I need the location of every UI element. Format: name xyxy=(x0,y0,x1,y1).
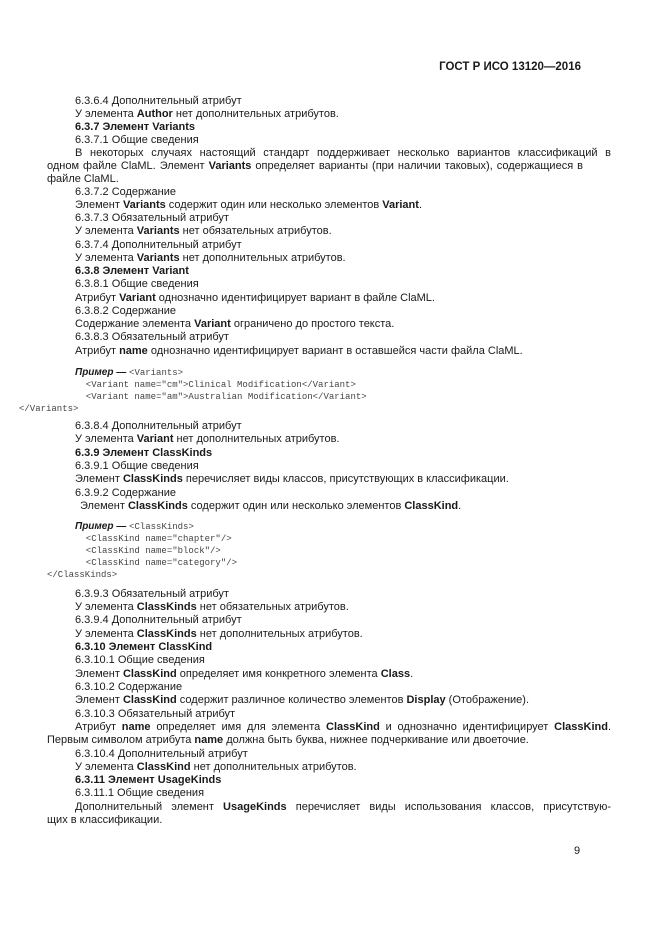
text-line: 6.3.10.3 Обязательный атрибут xyxy=(75,708,236,720)
example-code-line: <ClassKind name="chapter"/> xyxy=(75,534,232,544)
text-line: Атрибут Variant однозначно идентифицирует вариант в файле ClaML. xyxy=(75,292,435,304)
example-close-line: </Variants> xyxy=(19,404,79,414)
text-line: Содержание элемента Variant ограничено до простого текста. xyxy=(75,318,395,330)
text-line: У элемента ClassKinds нет обязательных атрибутов. xyxy=(75,601,349,613)
example-code-line: <Variant name="cm">Clinical Modification</Variant> xyxy=(75,380,356,390)
text-line: У элемента Variants нет дополнительных атрибутов. xyxy=(75,252,346,264)
text-line: 6.3.8 Элемент Variant xyxy=(75,265,189,277)
example-label: Пример — xyxy=(75,521,130,532)
text-line: файле ClaML. xyxy=(47,173,119,185)
text-line: 6.3.10.1 Общие сведения xyxy=(75,654,205,666)
example-code-line: <ClassKind name="category"/> xyxy=(75,558,238,568)
text-line: 6.3.10.4 Дополнительный атрибут xyxy=(75,748,248,760)
text-line: В некоторых случаях настоящий стандарт поддерживает несколько вариантов классификаций в xyxy=(75,147,611,159)
text-line: 6.3.9.2 Содержание xyxy=(75,487,176,499)
text-line: 6.3.7 Элемент Variants xyxy=(75,121,196,133)
text-line: Атрибут name однозначно идентифицирует вариант в оставшейся части файла ClaML. xyxy=(75,345,523,357)
text-line: Элемент ClassKinds перечисляет виды классов, присутствующих в классификации. xyxy=(75,473,509,485)
text-line: Элемент Variants содержит один или несколько элементов Variant. xyxy=(75,199,422,211)
text-line: Элемент ClassKind содержит различное количество элементов Display (Отображение). xyxy=(75,694,530,706)
example-close-line: </ClassKinds> xyxy=(47,570,118,580)
text-line: Элемент ClassKind определяет имя конкретного элемента Class. xyxy=(75,668,414,680)
text-line: Дополнительный элемент UsageKinds перечисляет виды использования классов, присутствую- xyxy=(75,801,611,813)
text-line: 6.3.8.3 Обязательный атрибут xyxy=(75,331,229,343)
text-line: 6.3.7.2 Содержание xyxy=(75,186,176,198)
text-line: 6.3.8.2 Содержание xyxy=(75,305,176,317)
example-first-line xyxy=(75,367,183,379)
text-line: Элемент ClassKinds содержит один или несколько элементов ClassKind. xyxy=(80,500,462,512)
example-code-line: <ClassKind name="block"/> xyxy=(75,546,221,556)
text-line: У элемента Variants нет обязательных атрибутов. xyxy=(75,225,332,237)
example-code-text: <Variants> xyxy=(129,368,184,378)
text-line: одном файле ClaML. Элемент Variants определяет варианты (при наличии таковых), содержащиеся в xyxy=(47,160,583,172)
text-line: У элемента ClassKind нет дополнительных атрибутов. xyxy=(75,761,357,773)
text-line: У элемента Author нет дополнительных атрибутов. xyxy=(75,108,339,120)
text-line: У элемента Variant нет дополнительных атрибутов. xyxy=(75,433,340,445)
text-line: 6.3.9.4 Дополнительный атрибут xyxy=(75,614,242,626)
text-line: 6.3.10 Элемент ClassKind xyxy=(75,641,213,653)
text-line: У элемента ClassKinds нет дополнительных атрибутов. xyxy=(75,628,363,640)
text-line: 6.3.11 Элемент UsageKinds xyxy=(75,774,222,786)
text-line: 6.3.11.1 Общие сведения xyxy=(75,787,205,799)
text-line: 6.3.6.4 Дополнительный атрибут xyxy=(75,95,242,107)
text-line: 6.3.7.3 Обязательный атрибут xyxy=(75,212,229,224)
example-first-line xyxy=(75,521,194,533)
text-line: 6.3.9.1 Общие сведения xyxy=(75,460,199,472)
document-header: ГОСТ Р ИСО 13120—2016 xyxy=(439,61,581,73)
text-line: 6.3.7.1 Общие сведения xyxy=(75,134,199,146)
text-line: Первым символом атрибута name должна быть буква, нижнее подчеркивание или двоеточие. xyxy=(47,734,529,746)
example-code-text: <ClassKinds> xyxy=(129,522,194,532)
text-line: 6.3.7.4 Дополнительный атрибут xyxy=(75,239,242,251)
text-line: 6.3.9 Элемент ClassKinds xyxy=(75,447,213,459)
text-line: щих в классификации. xyxy=(47,814,163,826)
page-number: 9 xyxy=(574,845,581,857)
text-line: 6.3.8.4 Дополнительный атрибут xyxy=(75,420,242,432)
text-line: 6.3.10.2 Содержание xyxy=(75,681,183,693)
text-line: 6.3.8.1 Общие сведения xyxy=(75,278,199,290)
example-code-line: <Variant name="am">Australian Modification</Variant> xyxy=(75,392,367,402)
text-line: Атрибут name определяет имя для элемента ClassKind и однозначно идентифицирует ClassKind. xyxy=(75,721,611,733)
example-label: Пример — xyxy=(75,367,130,378)
text-line: 6.3.9.3 Обязательный атрибут xyxy=(75,588,229,600)
